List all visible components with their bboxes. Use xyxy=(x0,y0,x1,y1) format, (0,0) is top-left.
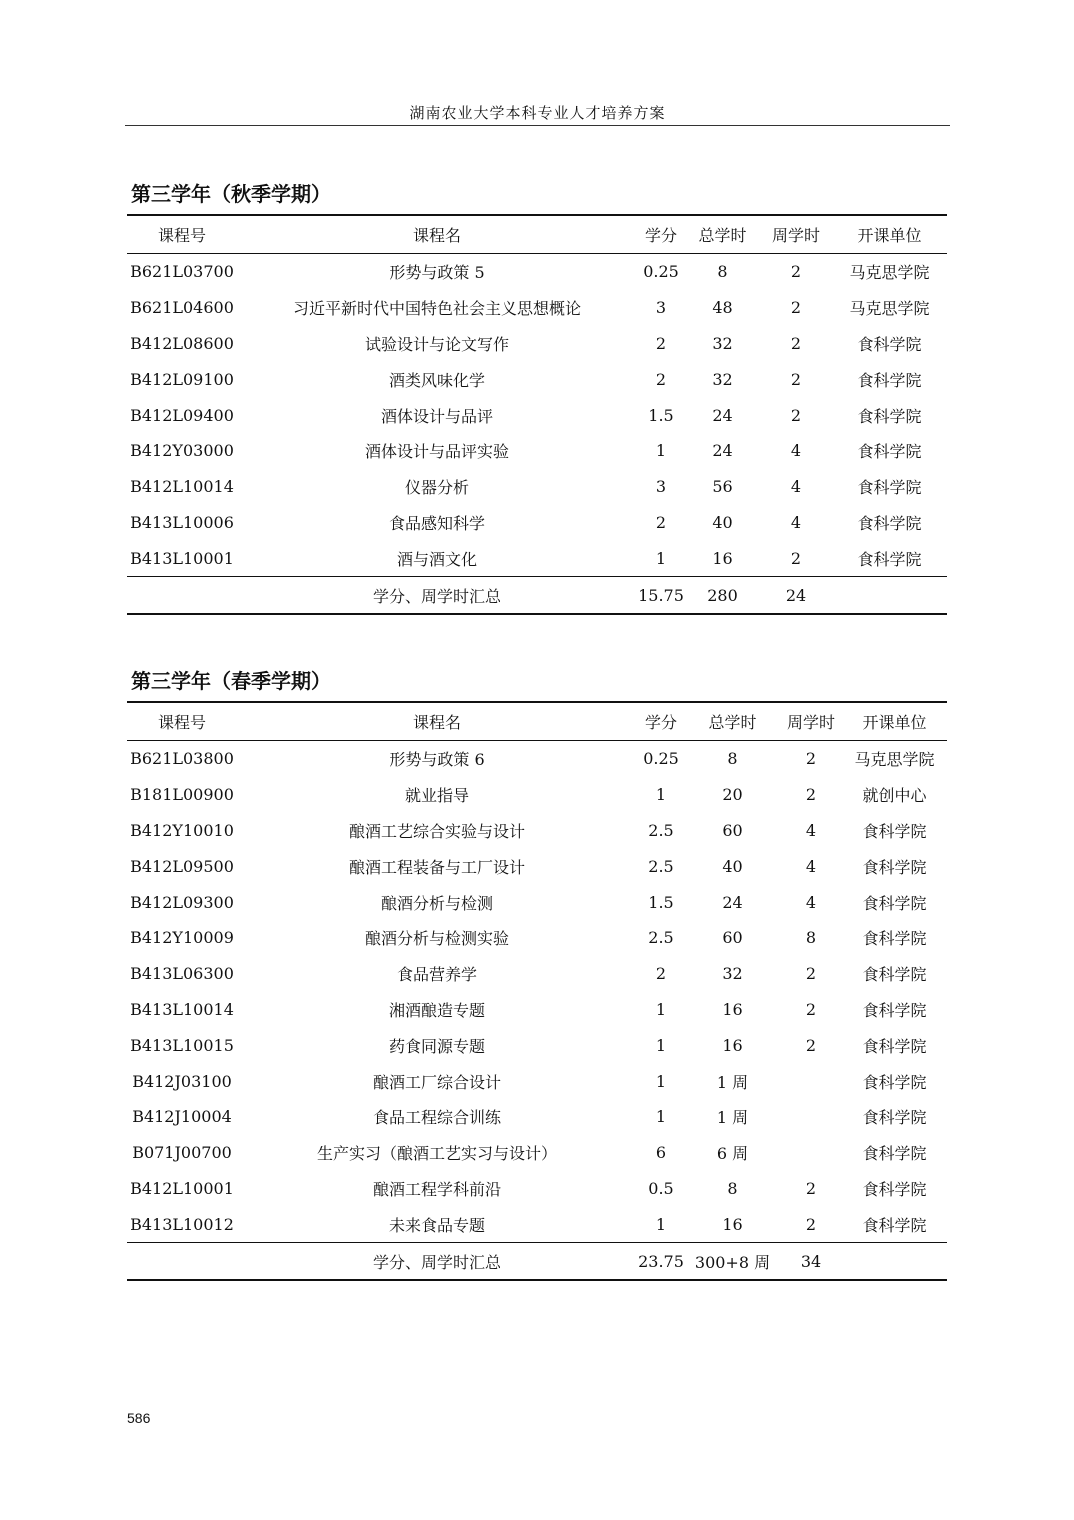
cell-course-name: 生产实习（酿酒工艺实习与设计） xyxy=(316,1144,557,1164)
summary-weekly-hours: 34 xyxy=(780,1243,842,1281)
table-row xyxy=(127,1206,947,1242)
cell-course-code: B181L00900 xyxy=(130,785,234,805)
cell-course-code: B621L03800 xyxy=(130,749,234,769)
cell-credits: 3 xyxy=(655,477,667,497)
cell-credits: 2.5 xyxy=(648,820,674,840)
cell-department: 食科学院 xyxy=(857,478,922,498)
cell-course-code: B621L03700 xyxy=(130,262,234,282)
summary-credits: 23.75 xyxy=(637,1243,685,1281)
col-department: 开课单位 xyxy=(832,215,947,254)
table-header-row xyxy=(127,702,947,741)
cell-weekly-hours: 2 xyxy=(805,999,817,1019)
cell-total-hours: 16 xyxy=(722,999,743,1019)
summary-total-hours: 300+8 周 xyxy=(685,1243,780,1281)
cell-course-name: 食品感知科学 xyxy=(388,513,485,533)
table-row xyxy=(127,741,947,777)
cell-weekly-hours xyxy=(780,1099,842,1135)
spring-section-title: 第三学年（春季学期） xyxy=(131,669,331,693)
cell-department: 食科学院 xyxy=(862,857,927,877)
cell-course-name: 酿酒工程装备与工厂设计 xyxy=(348,857,525,877)
col-course-code: 课程号 xyxy=(127,215,237,254)
cell-credits: 1 xyxy=(655,441,667,461)
cell-course-name: 酿酒工程学科前沿 xyxy=(372,1179,501,1199)
cell-course-code: B413L10015 xyxy=(130,1035,234,1055)
cell-total-hours: 48 xyxy=(712,298,733,318)
cell-course-code: B412J10004 xyxy=(132,1107,232,1127)
cell-credits: 2.5 xyxy=(648,928,674,948)
cell-course-name: 仪器分析 xyxy=(404,478,469,498)
cell-department: 食科学院 xyxy=(862,1036,927,1056)
cell-course-code: B412Y10009 xyxy=(130,928,234,948)
cell-weekly-hours: 4 xyxy=(790,477,802,497)
cell-course-name: 未来食品专题 xyxy=(388,1215,485,1235)
summary-label: 学分、周学时汇总 xyxy=(237,1243,637,1281)
cell-weekly-hours xyxy=(780,1063,842,1099)
cell-department: 食科学院 xyxy=(862,893,927,913)
cell-course-code: B412Y10010 xyxy=(130,820,234,840)
cell-course-name: 试验设计与论文写作 xyxy=(364,334,509,354)
cell-department: 马克思学院 xyxy=(849,299,930,319)
cell-department: 食科学院 xyxy=(862,1000,927,1020)
table-row xyxy=(127,361,947,397)
cell-course-name: 就业指导 xyxy=(404,786,469,806)
cell-weekly-hours: 8 xyxy=(805,928,817,948)
cell-weekly-hours: 4 xyxy=(790,512,802,532)
cell-course-code: B621L04600 xyxy=(130,298,234,318)
cell-weekly-hours: 2 xyxy=(790,262,802,282)
cell-credits: 1.5 xyxy=(648,892,674,912)
cell-weekly-hours: 2 xyxy=(790,405,802,425)
col-department: 开课单位 xyxy=(842,702,947,741)
summary-row xyxy=(127,577,947,615)
cell-course-name: 酒类风味化学 xyxy=(388,370,485,390)
cell-course-name: 酿酒分析与检测实验 xyxy=(364,929,509,949)
cell-total-hours: 20 xyxy=(722,785,743,805)
col-credits: 学分 xyxy=(637,702,685,741)
cell-course-code: B413L10006 xyxy=(130,512,234,532)
cell-course-name: 酿酒工艺综合实验与设计 xyxy=(348,821,525,841)
autumn-course-table xyxy=(127,214,947,615)
cell-course-name: 习近平新时代中国特色社会主义思想概论 xyxy=(292,299,581,319)
cell-course-name: 酒体设计与品评实验 xyxy=(364,442,509,462)
cell-credits: 0.25 xyxy=(643,262,679,282)
col-course-name: 课程名 xyxy=(237,702,637,741)
cell-credits: 0.25 xyxy=(643,749,679,769)
cell-credits: 1 xyxy=(655,1071,667,1091)
cell-total-hours: 8 xyxy=(727,1178,738,1198)
cell-weekly-hours: 4 xyxy=(805,856,817,876)
cell-weekly-hours: 2 xyxy=(805,785,817,805)
cell-course-code: B412Y03000 xyxy=(130,441,234,461)
cell-weekly-hours: 2 xyxy=(805,1214,817,1234)
table-row xyxy=(127,848,947,884)
running-header: 湖南农业大学本科专业人才培养方案 xyxy=(125,101,950,126)
cell-total-hours: 24 xyxy=(712,405,733,425)
cell-course-name: 形势与政策 5 xyxy=(389,263,485,283)
autumn-section-title: 第三学年（秋季学期） xyxy=(131,182,331,206)
summary-weekly-hours: 24 xyxy=(760,577,832,615)
cell-course-code: B412J03100 xyxy=(132,1071,232,1091)
cell-department: 食科学院 xyxy=(862,965,927,985)
cell-credits: 1.5 xyxy=(648,405,674,425)
cell-department: 食科学院 xyxy=(857,406,922,426)
cell-credits: 6 xyxy=(655,1143,667,1163)
cell-credits: 0.5 xyxy=(648,1178,674,1198)
table-row xyxy=(127,397,947,433)
cell-department: 马克思学院 xyxy=(854,750,935,770)
cell-total-hours: 1 周 xyxy=(716,1072,749,1092)
cell-credits: 1 xyxy=(655,1214,667,1234)
table-row xyxy=(127,469,947,505)
cell-total-hours: 24 xyxy=(722,892,743,912)
cell-course-code: B412L10001 xyxy=(130,1178,234,1198)
cell-credits: 2 xyxy=(655,964,667,984)
cell-department: 食科学院 xyxy=(862,1108,927,1128)
table-row xyxy=(127,1027,947,1063)
cell-course-name: 药食同源专题 xyxy=(388,1036,485,1056)
table-row xyxy=(127,920,947,956)
cell-total-hours: 8 xyxy=(727,749,738,769)
cell-total-hours: 32 xyxy=(712,369,733,389)
cell-department: 食科学院 xyxy=(862,1215,927,1235)
table-row xyxy=(127,326,947,362)
table-row xyxy=(127,777,947,813)
cell-weekly-hours: 2 xyxy=(805,1035,817,1055)
cell-total-hours: 1 周 xyxy=(716,1108,749,1128)
cell-total-hours: 60 xyxy=(722,820,743,840)
col-course-code: 课程号 xyxy=(127,702,237,741)
cell-course-name: 食品营养学 xyxy=(396,965,477,985)
cell-department: 食科学院 xyxy=(857,334,922,354)
table-row xyxy=(127,1063,947,1099)
cell-total-hours: 60 xyxy=(722,928,743,948)
col-weekly-hours: 周学时 xyxy=(760,215,832,254)
cell-course-name: 酒体设计与品评 xyxy=(380,406,493,426)
cell-total-hours: 32 xyxy=(722,964,743,984)
summary-row xyxy=(127,1243,947,1281)
cell-credits: 3 xyxy=(655,298,667,318)
cell-course-code: B412L09500 xyxy=(130,856,234,876)
table-row xyxy=(127,956,947,992)
cell-credits: 2.5 xyxy=(648,856,674,876)
summary-label: 学分、周学时汇总 xyxy=(237,577,637,615)
cell-weekly-hours xyxy=(780,1135,842,1171)
page-number: 586 xyxy=(127,1410,151,1426)
cell-course-name: 湘酒酿造专题 xyxy=(388,1000,485,1020)
cell-course-code: B412L09300 xyxy=(130,892,234,912)
cell-credits: 1 xyxy=(655,1035,667,1055)
cell-weekly-hours: 2 xyxy=(790,548,802,568)
cell-course-code: B413L06300 xyxy=(130,964,234,984)
cell-total-hours: 16 xyxy=(712,548,733,568)
table-row xyxy=(127,813,947,849)
cell-course-name: 形势与政策 6 xyxy=(389,750,485,770)
cell-credits: 1 xyxy=(655,999,667,1019)
cell-course-code: B413L10014 xyxy=(130,999,234,1019)
cell-course-code: B412L09100 xyxy=(130,369,234,389)
cell-course-name: 酿酒工厂综合设计 xyxy=(372,1072,501,1092)
cell-credits: 1 xyxy=(655,1107,667,1127)
cell-credits: 2 xyxy=(655,512,667,532)
cell-weekly-hours: 4 xyxy=(805,892,817,912)
col-total-hours: 总学时 xyxy=(685,702,780,741)
cell-total-hours: 8 xyxy=(717,262,728,282)
cell-course-code: B413L10012 xyxy=(130,1214,234,1234)
cell-weekly-hours: 4 xyxy=(790,441,802,461)
cell-course-code: B413L10001 xyxy=(130,548,234,568)
table-row xyxy=(127,540,947,576)
spring-course-table xyxy=(127,701,947,1281)
cell-credits: 1 xyxy=(655,548,667,568)
table-row xyxy=(127,1171,947,1207)
table-row xyxy=(127,992,947,1028)
cell-weekly-hours: 2 xyxy=(790,298,802,318)
col-total-hours: 总学时 xyxy=(685,215,760,254)
cell-department: 食科学院 xyxy=(857,549,922,569)
cell-department: 食科学院 xyxy=(857,513,922,533)
cell-total-hours: 40 xyxy=(722,856,743,876)
table-row xyxy=(127,290,947,326)
cell-total-hours: 40 xyxy=(712,512,733,532)
cell-total-hours: 32 xyxy=(712,333,733,353)
cell-credits: 2 xyxy=(655,333,667,353)
cell-course-code: B412L09400 xyxy=(130,405,234,425)
summary-total-hours: 280 xyxy=(685,577,760,615)
table-header-row xyxy=(127,215,947,254)
cell-course-code: B071J00700 xyxy=(132,1143,232,1163)
cell-department: 食科学院 xyxy=(862,1144,927,1164)
cell-total-hours: 16 xyxy=(722,1214,743,1234)
cell-total-hours: 24 xyxy=(712,441,733,461)
cell-weekly-hours: 2 xyxy=(790,369,802,389)
cell-weekly-hours: 4 xyxy=(805,820,817,840)
col-weekly-hours: 周学时 xyxy=(780,702,842,741)
cell-department: 食科学院 xyxy=(857,442,922,462)
summary-credits: 15.75 xyxy=(637,577,685,615)
cell-course-name: 食品工程综合训练 xyxy=(372,1108,501,1128)
cell-total-hours: 6 周 xyxy=(716,1144,749,1164)
table-row xyxy=(127,884,947,920)
cell-course-name: 酿酒分析与检测 xyxy=(380,893,493,913)
cell-course-name: 酒与酒文化 xyxy=(396,549,477,569)
cell-course-code: B412L08600 xyxy=(130,333,234,353)
cell-credits: 1 xyxy=(655,785,667,805)
cell-weekly-hours: 2 xyxy=(790,333,802,353)
cell-credits: 2 xyxy=(655,369,667,389)
cell-department: 食科学院 xyxy=(857,370,922,390)
cell-department: 马克思学院 xyxy=(849,263,930,283)
col-course-name: 课程名 xyxy=(237,215,637,254)
cell-department: 就创中心 xyxy=(862,786,927,806)
cell-weekly-hours: 2 xyxy=(805,964,817,984)
cell-department: 食科学院 xyxy=(862,821,927,841)
cell-weekly-hours: 2 xyxy=(805,749,817,769)
table-row xyxy=(127,433,947,469)
table-row xyxy=(127,1135,947,1171)
table-row xyxy=(127,254,947,290)
cell-department: 食科学院 xyxy=(862,1072,927,1092)
col-credits: 学分 xyxy=(637,215,685,254)
cell-course-code: B412L10014 xyxy=(130,477,234,497)
cell-total-hours: 56 xyxy=(712,477,733,497)
cell-department: 食科学院 xyxy=(862,1179,927,1199)
cell-total-hours: 16 xyxy=(722,1035,743,1055)
table-row xyxy=(127,505,947,541)
cell-department: 食科学院 xyxy=(862,929,927,949)
cell-weekly-hours: 2 xyxy=(805,1178,817,1198)
table-row xyxy=(127,1099,947,1135)
